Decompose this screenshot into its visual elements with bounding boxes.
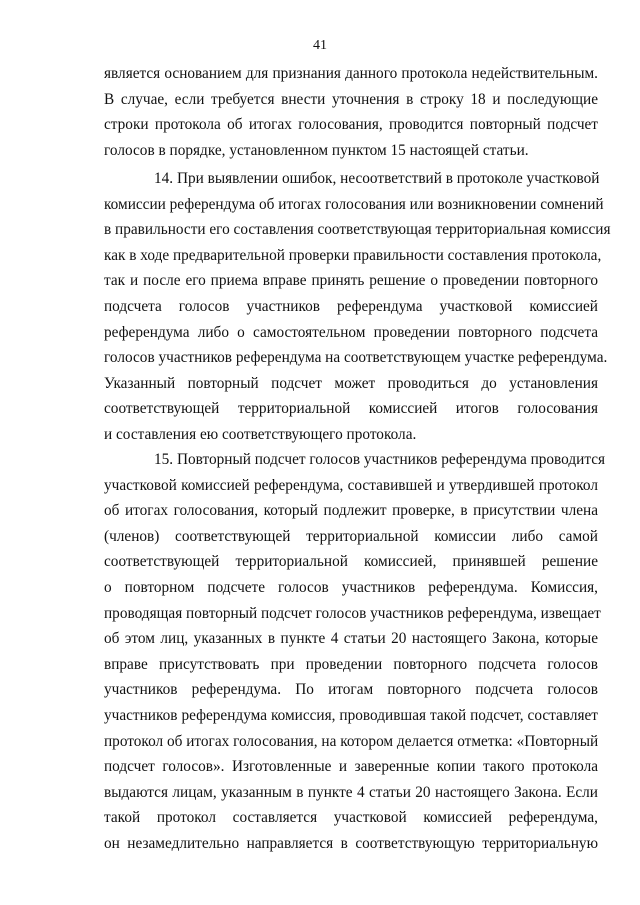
text-line: об итогах голосования, который подлежит проверке, в присутствии члена: [104, 502, 598, 520]
text-line: строки протокола об итогах голосования, проводится повторный подсчет: [104, 116, 598, 134]
text-line: участковой комиссией референдума, составившей и утвердившей протокол: [104, 476, 598, 494]
text-line: соответствующей территориальной комиссией, принявшей решение: [104, 553, 598, 571]
paragraph-item-13-end: [104, 61, 598, 163]
text-line: В случае, если требуется внести уточнения в строку 18 и последующие: [104, 90, 598, 108]
text-line: участников референдума. По итогам повторного подсчета голосов: [104, 681, 598, 699]
text-line: подсчета голосов участников референдума участковой комиссией: [104, 297, 598, 315]
page-number: 41: [313, 38, 327, 53]
text-line: 14. При выявлении ошибок, несоответствий в протоколе участковой: [154, 170, 600, 187]
text-line: проводящая повторный подсчет голосов участников референдума, извещает: [104, 604, 601, 622]
text-line: участников референдума комиссия, проводившая такой подсчет, составляет: [104, 706, 598, 724]
text-line: референдума либо о самостоятельном проведении повторного подсчета: [104, 323, 598, 341]
text-line: голосов участников референдума на соответствующем участке референдума.: [104, 349, 608, 367]
text-line: об этом лиц, указанных в пункте 4 статьи 20 настоящего Закона, которые: [104, 630, 598, 648]
text-line: выдаются лицам, указанным в пункте 4 статьи 20 настоящего Закона. Если: [104, 783, 598, 801]
text-line: голосов в порядке, установленном пунктом 15 настоящей статьи.: [104, 141, 529, 159]
text-line: протокол об итогах голосования, на котором делается отметка: «Повторный: [104, 732, 599, 750]
text-line: подсчет голосов». Изготовленные и заверенные копии такого протокола: [104, 758, 598, 776]
text-line: является основанием для признания данного протокола недействительным.: [104, 65, 598, 82]
text-line: такой протокол составляется участковой комиссией референдума,: [104, 809, 598, 827]
text-line: соответствующей территориальной комиссией итогов голосования: [104, 400, 598, 418]
text-line: вправе присутствовать при проведении повторного подсчета голосов: [104, 655, 598, 673]
text-line: так и после его приема вправе принять решение о проведении повторного: [104, 272, 598, 290]
text-line: Указанный повторный подсчет может проводиться до установления: [104, 374, 598, 392]
text-line: и составления ею соответствующего протокола.: [104, 425, 417, 443]
paragraph-item-15: [104, 447, 606, 857]
text-line: как в ходе предварительной проверки правильности составления протокола,: [104, 246, 602, 264]
text-line: в правильности его составления соответствующая территориальная комиссия: [104, 221, 611, 239]
text-line: 15. Повторный подсчет голосов участников референдума проводится: [154, 451, 606, 468]
text-line: комиссии референдума об итогах голосования или возникновении сомнений: [104, 195, 604, 213]
paragraph-item-14: [104, 166, 611, 448]
text-line: (членов) соответствующей территориальной комиссии либо самой: [104, 527, 598, 545]
text-line: о повторном подсчете голосов участников референдума. Комиссия,: [104, 578, 598, 596]
text-line: он незамедлительно направляется в соответствующую территориальную: [104, 834, 598, 852]
